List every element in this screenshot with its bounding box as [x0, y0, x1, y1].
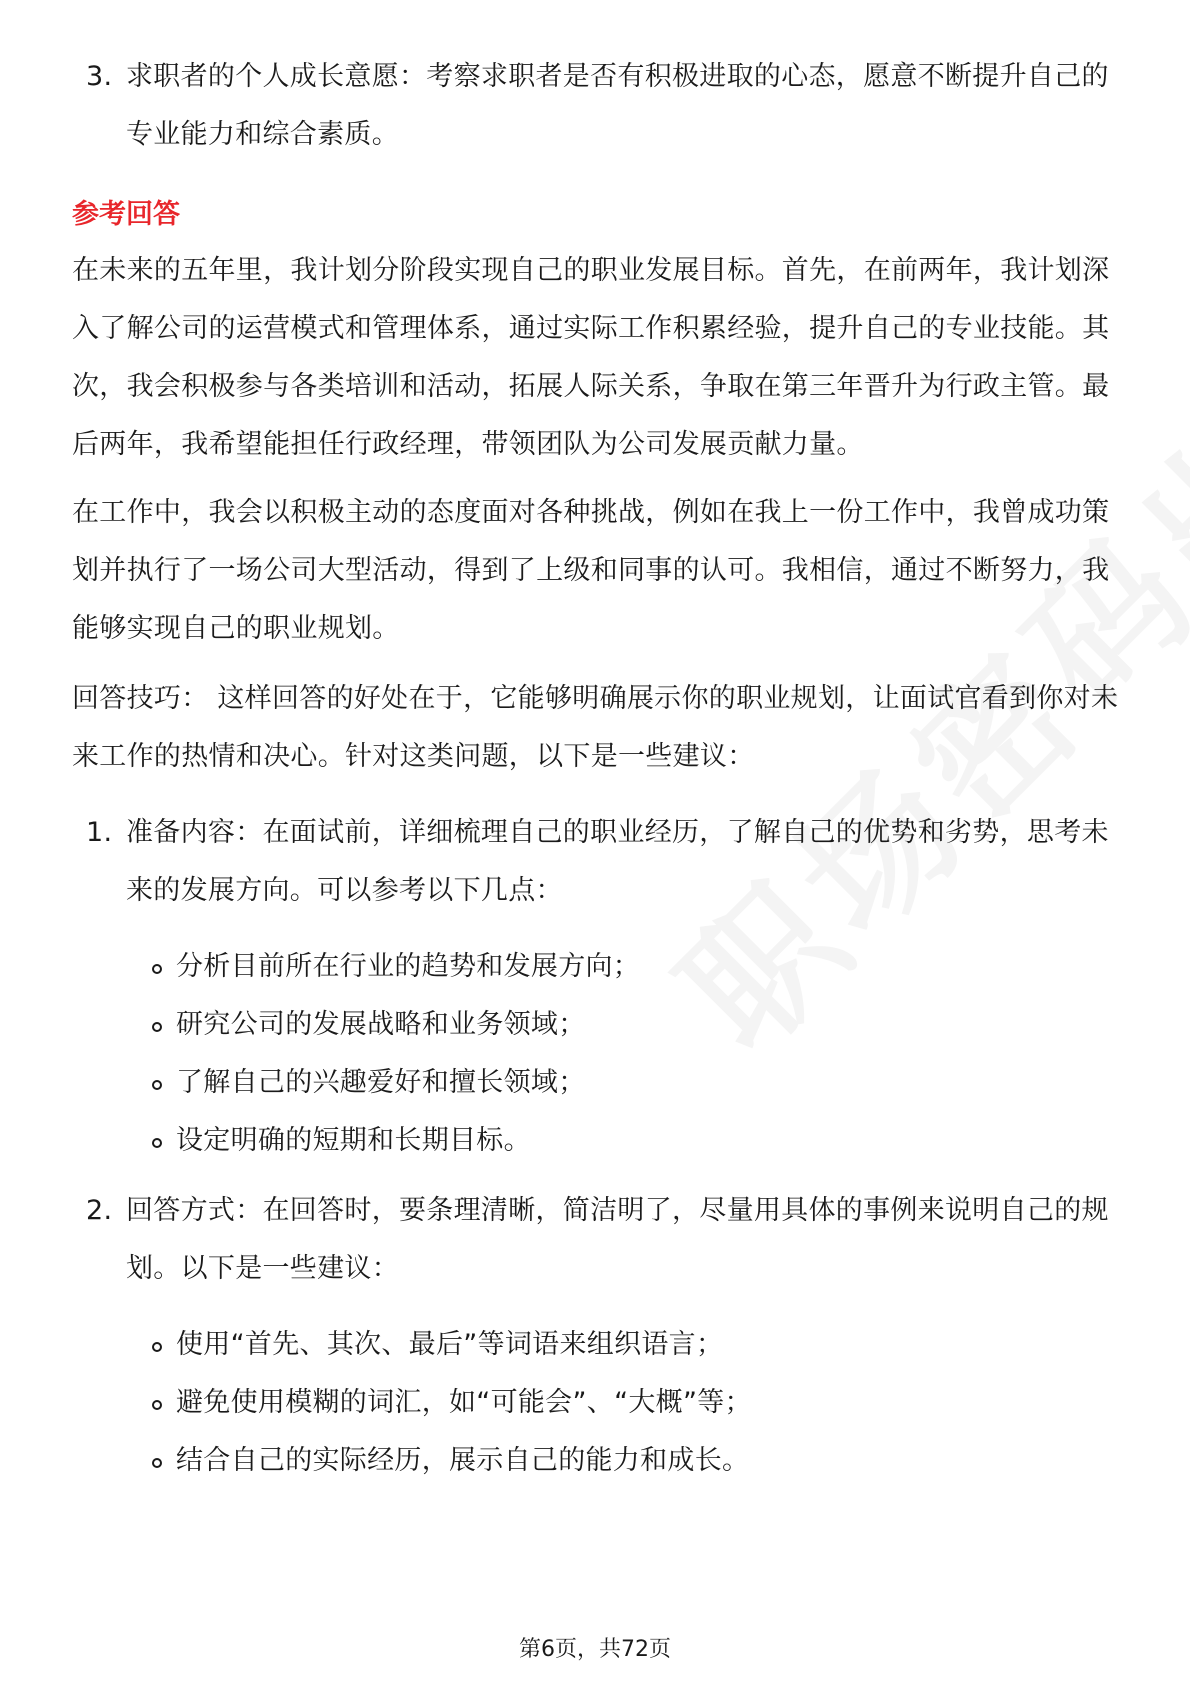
list-item: 避免使用模糊的词汇，如“可能会”、“大概”等；: [148, 1374, 1128, 1432]
item-text: 回答方式：在回答时，要条理清晰，简洁明了，尽量用具体的事例来说明自己的规划。以下是一些建议：: [126, 1195, 1109, 1284]
bullet-icon: [152, 1138, 162, 1148]
answer-paragraph-1: 在未来的五年里，我计划分阶段实现自己的职业发展目标。首先，在前两年，我计划深入了解公司的运营模式和管理体系，通过实际工作积累经验，提升自己的专业技能。其次，我会积极参与各类培训和活动，拓展人际关系，争取在第三年晋升为行政主管。最后两年，我希望能担任行政经理，带领团队为公司发展贡献力量。: [72, 255, 1110, 460]
page-footer: 第6页，共72页: [519, 1637, 671, 1662]
item-number: 2.: [86, 1195, 113, 1226]
item-number: 3.: [86, 61, 113, 92]
section-heading: 参考回答: [72, 199, 180, 230]
bullet-icon: [152, 1022, 162, 1032]
tip-item-2: [72, 1182, 1132, 1298]
tip1-bullet-list: [148, 938, 1128, 1170]
tip2-bullet-list: [148, 1316, 1128, 1490]
list-item: 了解自己的兴趣爱好和擅长领域；: [148, 1054, 1128, 1112]
list-item: 结合自己的实际经历，展示自己的能力和成长。: [148, 1432, 1128, 1490]
tip-item-1: [72, 804, 1132, 920]
item-text: 准备内容：在面试前，详细梳理自己的职业经历，了解自己的优势和劣势，思考未来的发展方向。可以参考以下几点：: [126, 817, 1109, 906]
bullet-icon: [152, 1400, 162, 1410]
list-item: 研究公司的发展战略和业务领域；: [148, 996, 1128, 1054]
bullet-icon: [152, 1342, 162, 1352]
bullet-icon: [152, 964, 162, 974]
bullet-icon: [152, 1080, 162, 1090]
criteria-item-3: [72, 48, 1132, 164]
list-item: 使用“首先、其次、最后”等词语来组织语言；: [148, 1316, 1128, 1374]
list-item: 设定明确的短期和长期目标。: [148, 1112, 1128, 1170]
tips-paragraph: 回答技巧： 这样回答的好处在于，它能够明确展示你的职业规划，让面试官看到你对未来工作的热情和决心。针对这类问题，以下是一些建议：: [72, 683, 1119, 772]
item-text: 求职者的个人成长意愿：考察求职者是否有积极进取的心态，愿意不断提升自己的专业能力和综合素质。: [126, 61, 1109, 150]
bullet-icon: [152, 1458, 162, 1468]
answer-paragraph-2: 在工作中，我会以积极主动的态度面对各种挑战，例如在我上一份工作中，我曾成功策划并执行了一场公司大型活动，得到了上级和同事的认可。我相信，通过不断努力，我能够实现自己的职业规划。: [72, 497, 1110, 644]
item-number: 1.: [86, 817, 113, 848]
list-item: 分析目前所在行业的趋势和发展方向；: [148, 938, 1128, 996]
